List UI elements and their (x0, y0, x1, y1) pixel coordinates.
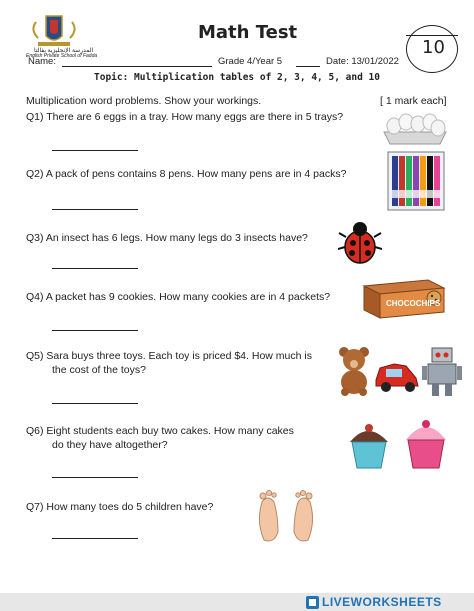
answer-line-3[interactable] (52, 268, 138, 269)
feet-icon (252, 488, 322, 544)
answer-line-4[interactable] (52, 330, 138, 331)
cookies-box-label: CHOCOCHIPS (386, 299, 441, 308)
answer-line-2[interactable] (52, 209, 138, 210)
question-4: Q4) A packet has 9 cookies. How many cookies are in 4 packets? (26, 291, 331, 303)
name-label: Name: (28, 56, 56, 67)
school-name-english: English Private School of Fadda (26, 53, 98, 59)
score-divider (406, 35, 458, 36)
question-5-line-2: the cost of the toys? (52, 364, 146, 376)
score-value: 10 (422, 37, 445, 58)
pens-pack-icon (386, 150, 446, 212)
question-1: Q1) There are 6 eggs in a tray. How many eggs are there in 5 trays? (26, 111, 344, 123)
question-7: Q7) How many toes do 5 children have? (26, 501, 214, 513)
cookies-box-icon (358, 276, 448, 320)
question-2: Q2) A pack of pens contains 8 pens. How many pens are in 4 packs? (26, 168, 347, 180)
marks-note: [ 1 mark each] (380, 95, 447, 107)
toys-icon (336, 344, 462, 396)
answer-line-1[interactable] (52, 150, 138, 151)
question-3: Q3) An insect has 6 legs. How many legs do 3 insects have? (26, 232, 308, 244)
answer-line-6[interactable] (52, 477, 138, 478)
name-field[interactable] (62, 66, 212, 67)
grade-label: Grade 4/Year 5 (218, 56, 283, 67)
instructions: Multiplication word problems. Show your workings. (26, 95, 262, 107)
page-title: Math Test (198, 22, 298, 43)
date-label: Date: 13/01/2022 (326, 56, 399, 67)
question-5: Q5) Sara buys three toys. Each toy is priced $4. How much is (26, 350, 312, 362)
answer-line-7[interactable] (52, 538, 138, 539)
grade-field[interactable] (296, 66, 320, 67)
liveworksheets-icon (306, 596, 319, 609)
cupcakes-icon (344, 416, 454, 474)
footer-brand[interactable]: LIVEWORKSHEETS (322, 595, 442, 609)
answer-line-5[interactable] (52, 403, 138, 404)
topic-heading: Topic: Multiplication tables of 2, 3, 4, 5, and 10 (94, 72, 380, 83)
question-6: Q6) Eight students each buy two cakes. How many cakes (26, 425, 294, 437)
ladybug-icon (338, 219, 382, 265)
question-6-line-2: do they have altogether? (52, 439, 168, 451)
eggs-tray-icon (382, 110, 448, 146)
school-name-arabic: المدرسة الإنجليزية بفالتا (34, 48, 94, 54)
